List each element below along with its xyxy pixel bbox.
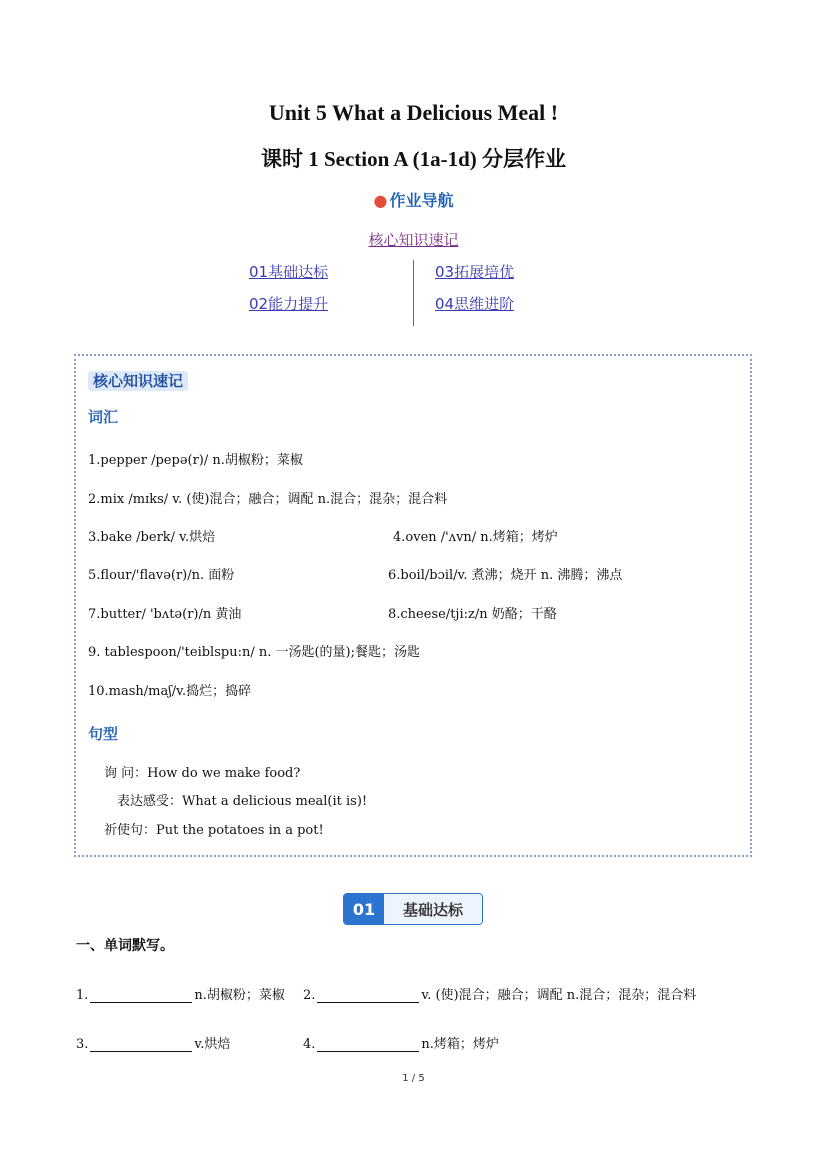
exercise-hint: n.胡椒粉；菜椒 [194,988,285,1003]
exercise-number: 3. [76,1037,89,1052]
vocab-item: 8.cheese/tji:z/n 奶酪；干酪 [388,607,557,622]
exercise-hint: v.烘焙 [194,1037,231,1052]
answer-blank[interactable] [317,1037,419,1052]
vocab-item: 2.mix /mɪks/ v. (使)混合；融合；调配 n.混合；混杂；混合料 [88,492,448,507]
vocab-item: 1.pepper /pepə(r)/ n.胡椒粉；菜椒 [88,453,303,468]
answer-blank[interactable] [90,988,192,1003]
vocab-item: 10.mash/maʃ/v.捣烂；捣碎 [88,684,252,699]
nav-link-ability[interactable]: 02能力提升 [249,295,329,313]
exercise-number: 4. [303,1037,316,1052]
document-subtitle: 课时 1 Section A (1a-1d) 分层作业 [260,147,567,171]
answer-blank[interactable] [317,988,419,1003]
nav-core-row [0,229,827,250]
exercise-item [303,1033,499,1052]
exercise-item [76,1033,230,1052]
exercise-heading: 一、单词默写。 [76,938,174,954]
exercise-number: 2. [303,988,316,1003]
nav-link-basic[interactable]: 01基础达标 [249,263,329,281]
sentence-item: 表达感受：What a delicious meal(it is)! [117,794,368,809]
nav-heading-label: 作业导航 [389,191,454,210]
vocab-item: 5.flour/'flavə(r)/n. 面粉 [88,568,235,583]
vocab-item: 6.boil/bɔil/v. 煮沸；烧开 n. 沸腾；沸点 [388,568,623,583]
section-label: 基础达标 [384,894,482,924]
sentence-item: 询 问：How do we make food? [104,766,301,781]
nav-divider [413,260,414,326]
section-badge [343,893,483,925]
vocab-heading: 词汇 [88,408,119,426]
vocab-item: 3.bake /berk/ v.烘焙 [88,530,216,545]
exercise-hint: v. (使)混合；融合；调配 n.混合；混杂；混合料 [421,988,697,1003]
exercise-hint: n.烤箱；烤炉 [421,1037,499,1052]
nav-link-extension[interactable]: 03拓展培优 [435,263,515,281]
vocab-item: 7.butter/ 'bʌtə(r)/n 黄油 [88,607,242,622]
knowledge-title-label: 核心知识速记 [88,371,188,391]
location-pin-icon: ● [373,191,388,210]
vocab-item: 4.oven /'ʌvn/ n.烤箱；烤炉 [393,530,558,545]
sentence-heading: 句型 [88,725,119,743]
vocab-item: 9. tablespoon/'teiblspu:n/ n. 一汤匙(的量);餐匙；汤匙 [88,645,421,660]
section-number: 01 [344,894,384,924]
sentence-item: 祈使句：Put the potatoes in a pot! [104,823,324,838]
nav-heading [0,188,827,211]
exercise-item [303,984,696,1003]
nav-link-thinking[interactable]: 04思维进阶 [435,295,515,313]
knowledge-title [88,370,188,391]
answer-blank[interactable] [90,1037,192,1052]
exercise-item [76,984,285,1003]
exercise-number: 1. [76,988,89,1003]
nav-link-core-knowledge[interactable]: 核心知识速记 [368,231,459,249]
document-title: Unit 5 What a Delicious Meal ! [268,100,559,125]
page-number: 1 / 5 [402,1073,425,1084]
